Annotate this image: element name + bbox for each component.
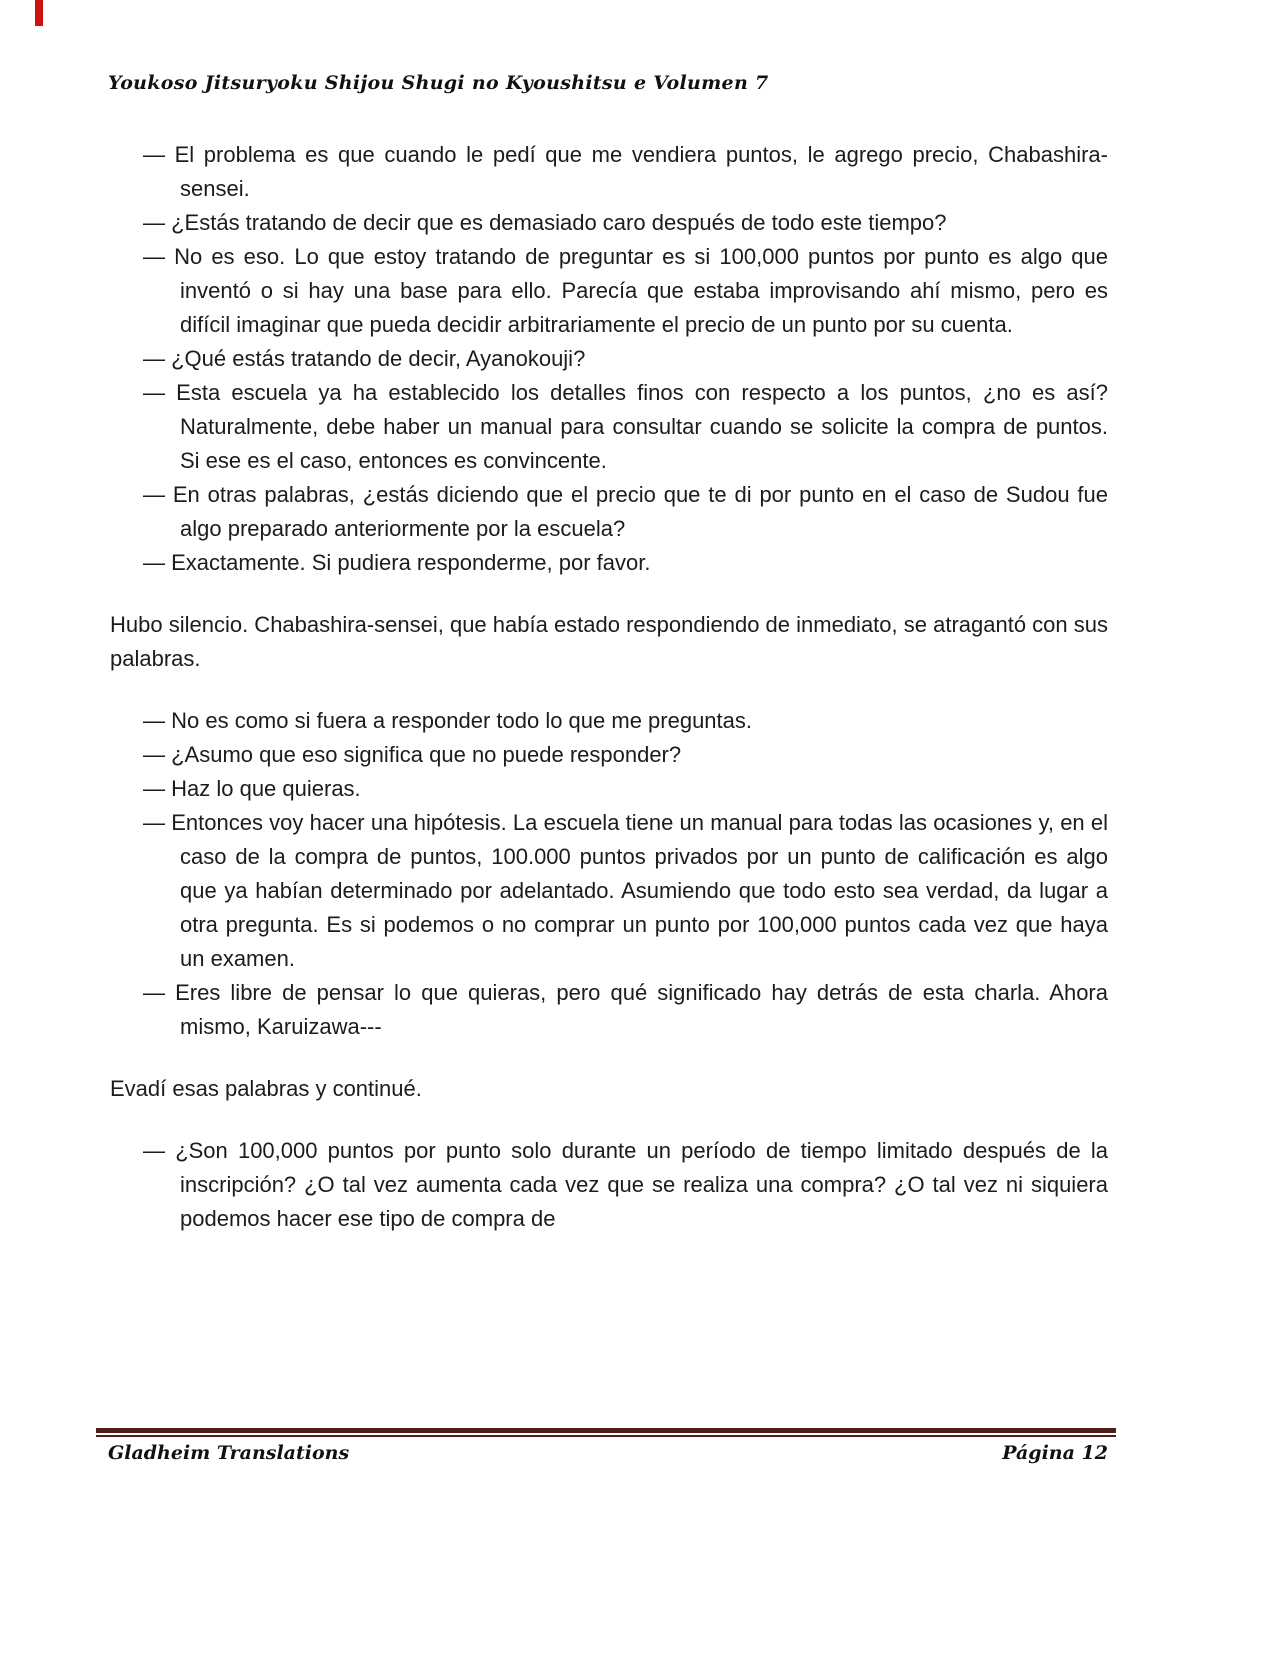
red-corner-mark bbox=[35, 0, 43, 26]
page-body bbox=[110, 138, 1108, 1236]
dialogue-line: — Esta escuela ya ha establecido los detalles finos con respecto a los puntos, ¿no es así? Naturalmente, debe haber un manual para consultar cuando se solicite la compra de puntos. Si ese es el caso, entonces es convincente. bbox=[143, 380, 1108, 473]
dialogue-line: — Haz lo que quieras. bbox=[143, 776, 361, 801]
dialogue-line: — Eres libre de pensar lo que quieras, pero qué significado hay detrás de esta charla. Ahora mismo, Karuizawa--- bbox=[143, 980, 1108, 1039]
footer-translator-credit: Gladheim Translations bbox=[108, 1442, 350, 1464]
dialogue-line: — En otras palabras, ¿estás diciendo que el precio que te di por punto en el caso de Sudou fue algo preparado anteriormente por la escuela? bbox=[143, 482, 1108, 541]
page-header-title: Youkoso Jitsuryoku Shijou Shugi no Kyoushitsu e Volumen 7 bbox=[108, 72, 769, 94]
dialogue-line: — El problema es que cuando le pedí que me vendiera puntos, le agrego precio, Chabashira-sensei. bbox=[143, 142, 1108, 201]
dialogue-line: — ¿Estás tratando de decir que es demasiado caro después de todo este tiempo? bbox=[143, 210, 947, 235]
dialogue-line: — Exactamente. Si pudiera responderme, por favor. bbox=[143, 550, 651, 575]
narration-paragraph: Hubo silencio. Chabashira-sensei, que había estado respondiendo de inmediato, se atragantó con sus palabras. bbox=[110, 612, 1108, 671]
narration-paragraph: Evadí esas palabras y continué. bbox=[110, 1076, 422, 1101]
dialogue-line: — ¿Son 100,000 puntos por punto solo durante un período de tiempo limitado después de la inscripción? ¿O tal vez aumenta cada vez que se realiza una compra? ¿O tal vez ni siquiera podemos hacer ese tipo de compra de bbox=[143, 1138, 1108, 1231]
dialogue-line: — No es eso. Lo que estoy tratando de preguntar es si 100,000 puntos por punto es algo que inventó o si hay una base para ello. Parecía que estaba improvisando ahí mismo, pero es difícil imaginar que pueda decidir arbitrariamente el precio de un punto por su cuenta. bbox=[143, 244, 1108, 337]
footer-page-number: Página 12 bbox=[1002, 1442, 1108, 1464]
dialogue-line: — ¿Qué estás tratando de decir, Ayanokouji? bbox=[143, 346, 586, 371]
dialogue-line: — No es como si fuera a responder todo lo que me preguntas. bbox=[143, 708, 753, 733]
page-footer bbox=[108, 1442, 1108, 1464]
dialogue-line: — ¿Asumo que eso significa que no puede responder? bbox=[143, 742, 682, 767]
dialogue-line: — Entonces voy hacer una hipótesis. La escuela tiene un manual para todas las ocasiones y, en el caso de la compra de puntos, 100.000 puntos privados por un punto de calificación es algo que ya habían determinado por adelantado. Asumiendo que todo esto sea verdad, da lugar a otra pregunta. Es si podemos o no comprar un punto por 100,000 puntos cada vez que haya un examen. bbox=[143, 810, 1108, 971]
footer-divider-rule bbox=[96, 1428, 1116, 1437]
